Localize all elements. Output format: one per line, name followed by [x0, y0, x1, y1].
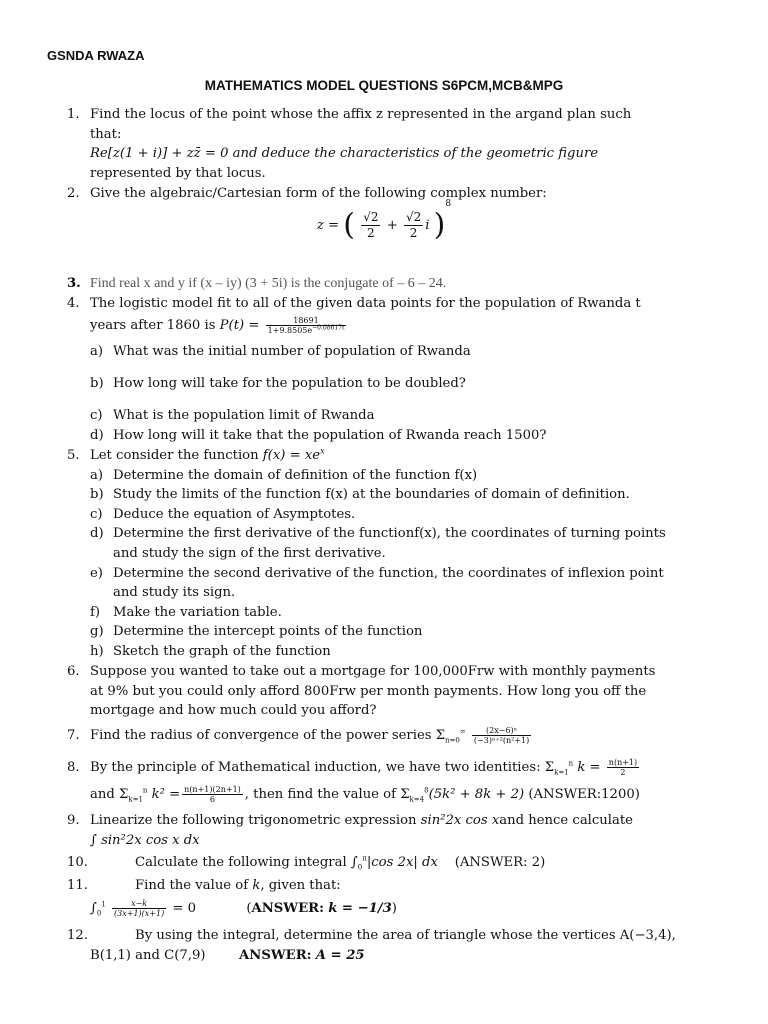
question-text: mortgage and how much could you afford?	[90, 703, 377, 719]
identity-2-fraction: $\frac{n(n+1)(2n+1)}{6}$	[184, 784, 241, 804]
fraction: $\frac{√2}{2}$	[363, 210, 379, 240]
plus-sign: +	[386, 218, 398, 233]
question-number: 9.	[67, 813, 80, 828]
question-text: years after 1860 is	[90, 317, 216, 333]
school-name: GSNDA RWAZA	[47, 48, 145, 63]
variable-k: k	[252, 878, 261, 893]
sub-question: and study its sign.	[113, 585, 236, 600]
question-text: that:	[90, 126, 122, 142]
question-number: 1.	[67, 107, 80, 122]
equation-lhs: z =	[316, 218, 340, 233]
identity-1-fraction: $\frac{n(n+1)}{2}$	[608, 758, 638, 777]
question-text: and hence calculate	[499, 813, 633, 828]
question-4	[67, 294, 727, 335]
sub-question: f) Make the variation table.	[90, 605, 282, 620]
question-6	[67, 662, 727, 721]
question-number: 11.	[67, 878, 88, 893]
answer-label: ANSWER:	[239, 947, 312, 963]
question-text: B(1,1) and C(7,9)	[90, 947, 206, 963]
question-number: 4.	[67, 296, 80, 311]
power-series: $\Sigma_{n=0}^\infty$	[435, 727, 466, 745]
answer-label: ANSWER:	[251, 900, 324, 916]
question-10	[67, 853, 727, 873]
question-number: 8.	[67, 760, 80, 775]
sub-question: d) Determine the first derivative of the functionf(x), the coordinates of turning points	[90, 526, 666, 541]
identity-2: $\Sigma_{k=1}^n$ k² =	[119, 786, 181, 804]
integral-expression: ∫ sin²2x cos x dx	[90, 832, 200, 848]
question-3	[67, 274, 727, 294]
equals-zero: = 0	[172, 900, 197, 916]
document-title: MATHEMATICS MODEL QUESTIONS S6PCM,MCB&MPG	[204, 78, 564, 93]
question-9	[67, 811, 727, 850]
question-number: 7.	[67, 728, 80, 743]
question-text: Calculate the following integral	[135, 855, 347, 870]
sub-question: e) Determine the second derivative of the function, the coordinates of inflexion point	[90, 566, 664, 581]
function-definition: $f(x) = xe^x$	[262, 446, 325, 463]
question-2	[67, 184, 727, 204]
question-12	[67, 926, 727, 965]
question-text: By using the integral, determine the area of triangle whose the vertices A(−3,4),	[135, 928, 676, 943]
question-7	[67, 726, 727, 746]
trig-expression: sin²2x cos x	[420, 813, 500, 828]
open-paren: (	[343, 207, 355, 243]
sub-question: b) How long will take for the population to be doubled?	[90, 376, 466, 391]
question-number: 6.	[67, 664, 80, 679]
question-8	[67, 758, 727, 804]
close-paren: )	[433, 207, 446, 243]
question-text: at 9% but you could only afford 800Frw per month payments. How long you off the	[90, 683, 647, 699]
question-equation: Re[z(1 + i)] + zz̄ = 0 and deduce the characteristics of the geometric figure	[90, 146, 599, 162]
sub-question: g) Determine the intercept points of the function	[90, 624, 423, 639]
question-text: , then find the value of	[244, 786, 396, 802]
fraction: $\frac{√2}{2}$	[405, 210, 422, 240]
exponent: 8	[445, 198, 452, 209]
question-5	[67, 446, 727, 466]
integrand-fraction: $\frac{x-k}{(3x+1)(x+1)}$	[114, 898, 165, 918]
question-text: Let consider the function	[90, 448, 259, 463]
question-text: Find real x and y if (x – iy) (3 + 5i) is the conjugate of – 6 – 24.	[90, 276, 447, 291]
definite-integral: $\int_0^\pi|\cos$ 2x| dx	[350, 854, 438, 872]
question-text: Linearize the following trigonometric expression	[90, 813, 417, 828]
sub-question: d) How long will it take that the population of Rwanda reach 1500?	[90, 428, 547, 443]
sub-question: c) What is the population limit of Rwanda	[90, 408, 375, 423]
question-number: 10.	[67, 855, 88, 870]
sub-question: a) Determine the domain of definition of the function f(x)	[90, 468, 478, 483]
question-text: represented by that locus.	[90, 166, 266, 182]
question-number: 3.	[67, 276, 81, 291]
imag-unit: i	[425, 218, 430, 233]
complex-number-equation	[0, 198, 768, 243]
answer: (ANSWER:1200)	[528, 786, 640, 802]
question-text: Give the algebraic/Cartesian form of the following complex number:	[90, 186, 547, 201]
conjunction: and	[90, 786, 115, 802]
sub-question: a) What was the initial number of population of Rwanda	[90, 344, 471, 359]
answer-value: A = 25	[315, 947, 365, 963]
question-number: 2.	[67, 186, 80, 201]
logistic-fraction: $\frac{18691}{1+9.8505e^{-0.08617t}}$	[267, 315, 345, 335]
logistic-model: P(t) =	[219, 317, 260, 333]
question-number: 5.	[67, 448, 80, 463]
sub-question: h) Sketch the graph of the function	[90, 644, 331, 659]
target-sum: $\Sigma_{k=4}^8(5k^2 + 8k + 2)$	[400, 786, 525, 804]
series-term-fraction: $\frac{\text{(2x−6)ⁿ}}{\text{(−3)ⁿ⁺²(n²+1)}}$	[473, 726, 530, 745]
question-text: Find the value of	[135, 878, 249, 893]
question-text: Suppose you wanted to take out a mortgage for 100,000Frw with monthly payments	[90, 664, 656, 679]
question-11: 11. Find the value of k, given that: $\int_0^1$ $\frac{x-k}{(3x+1)(x+1)}$ = 0 (ANSWER: k = −1/3)	[67, 878, 397, 918]
question-text: Find the radius of convergence of the power series	[90, 728, 432, 743]
question-text: , given that:	[260, 878, 341, 893]
answer-value: k = −1/3	[328, 900, 392, 916]
definite-integral: $\int_0^1$	[90, 900, 106, 918]
sub-question: b) Study the limits of the function f(x) at the boundaries of domain of definition.	[90, 487, 630, 502]
sub-question: and study the sign of the first derivative.	[113, 546, 386, 561]
answer: (ANSWER: 2)	[454, 855, 546, 870]
question-text: The logistic model fit to all of the given data points for the population of Rwanda t	[90, 296, 641, 311]
question-1	[67, 105, 727, 184]
question-text: Find the locus of the point whose the affix z represented in the argand plan such	[90, 107, 632, 122]
question-text: By the principle of Mathematical induction, we have two identities:	[90, 760, 541, 775]
sub-question: c) Deduce the equation of Asymptotes.	[90, 507, 356, 522]
question-number: 12.	[67, 928, 88, 943]
identity-1: $\Sigma_{k=1}^n$ k =	[544, 759, 601, 777]
